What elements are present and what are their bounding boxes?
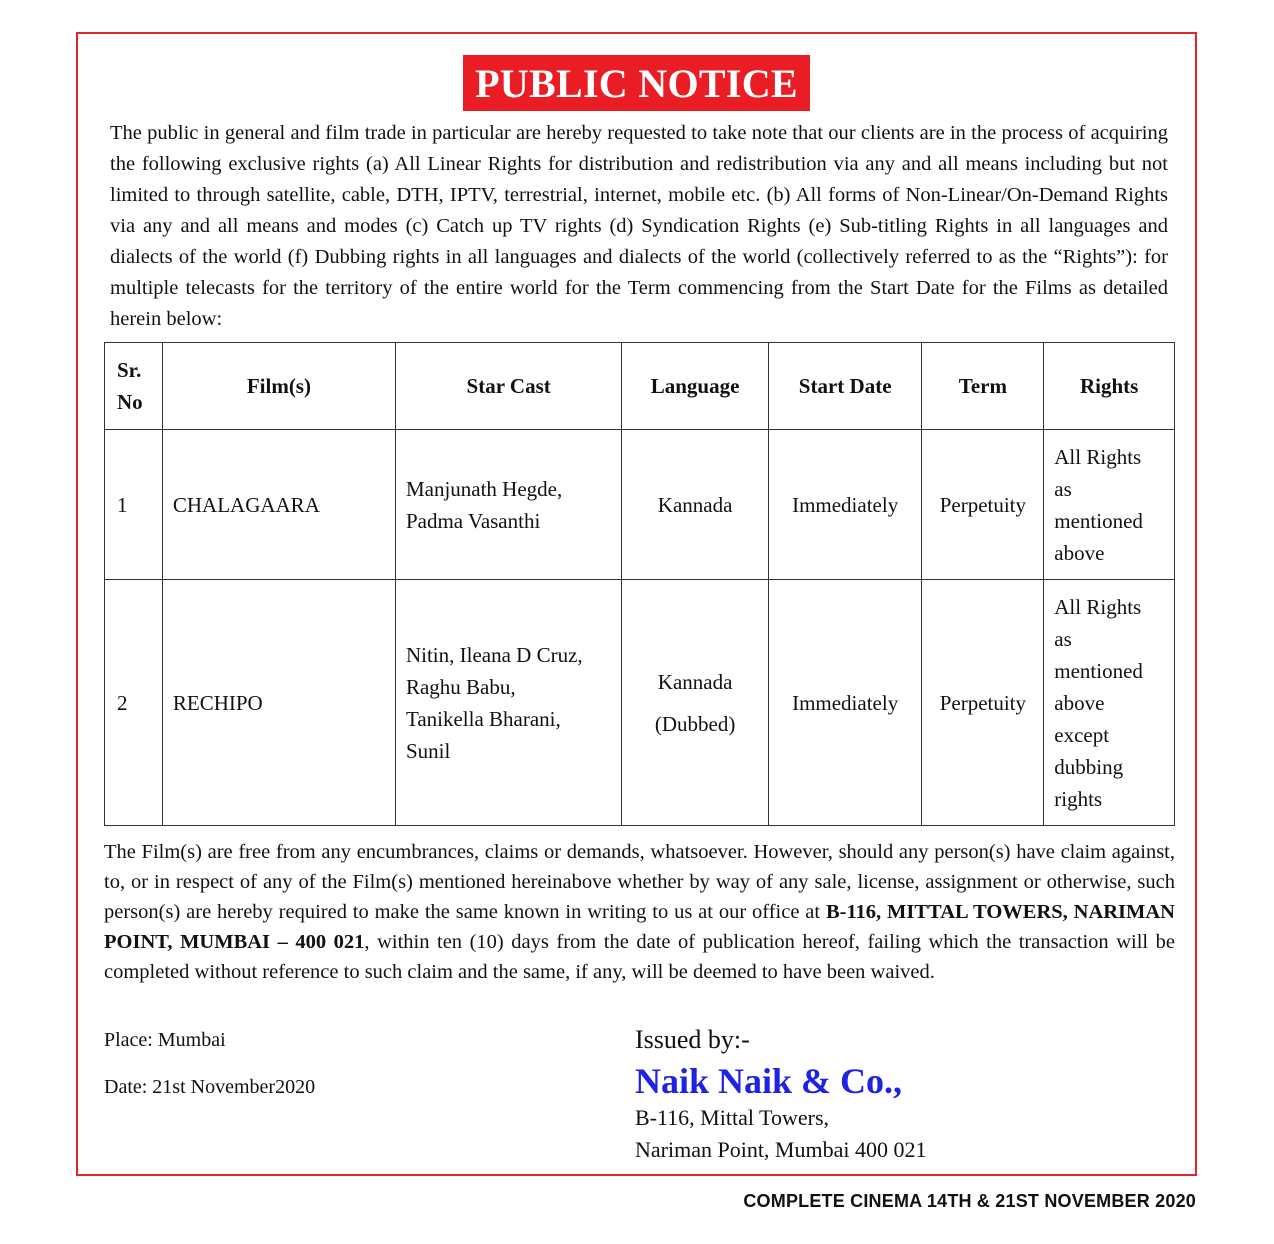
header-start-date: Start Date [768, 343, 922, 430]
outro-text-after: , within ten (10) days from the date of publication hereof, failing which the transaction will be completed without reference to such claim and the same, if any, will be deemed to have been waived. [104, 931, 1175, 983]
table-row [105, 430, 1175, 580]
header-rights: Rights [1044, 343, 1175, 430]
outro-text-before: The Film(s) are free from any encumbrances, claims or demands, whatsoever. However, should any person(s) have claim against, to, or in respect of any of the Film(s) mentioned hereinabove whether by way of any sale, license, assignment or otherwise, such person(s) are hereby required to make the same known in writing to us at our office at [104, 841, 1175, 923]
cast-line: Tanikella Bharani, [405, 706, 561, 731]
header-language: Language [622, 343, 768, 430]
publication-footer: COMPLETE CINEMA 14TH & 21ST NOVEMBER 2020 [743, 1191, 1196, 1211]
language-line: (Dubbed) [654, 711, 736, 736]
rights-line: mentioned [1054, 508, 1143, 533]
language-line: Kannada [657, 669, 733, 694]
office-address: B-116, MITTAL TOWERS, NARIMAN POINT, MUMBAI – 400 021 [104, 901, 1175, 953]
rights-line: except [1054, 722, 1110, 747]
table-row [105, 580, 1175, 826]
outro-paragraph [104, 837, 1175, 987]
cast-line: Padma Vasanthi [405, 508, 541, 533]
cell-star-cast [395, 580, 621, 826]
rights-line: as [1054, 476, 1072, 501]
header-star-cast: Star Cast [395, 343, 621, 430]
date-line: Date: 21st November2020 [104, 1076, 316, 1098]
cell-sr-no: 2 [105, 580, 163, 826]
firm-address-line-1: B-116, Mittal Towers, [635, 1105, 830, 1130]
cell-start-date: Immediately [768, 580, 922, 826]
notice-frame [76, 32, 1197, 1176]
cell-rights [1044, 580, 1175, 826]
films-table [104, 342, 1175, 826]
cell-sr-no: 1 [105, 430, 163, 580]
cell-film: RECHIPO [162, 580, 395, 826]
rights-line: rights [1054, 786, 1103, 811]
rights-line: as [1054, 626, 1072, 651]
rights-line: above [1054, 540, 1105, 565]
header-films: Film(s) [162, 343, 395, 430]
rights-line: All Rights [1054, 594, 1142, 619]
rights-line: All Rights [1054, 444, 1142, 469]
rights-line: mentioned [1054, 658, 1143, 683]
language-line: Kannada [657, 492, 733, 517]
rights-line: dubbing [1054, 754, 1124, 779]
cast-line: Manjunath Hegde, [405, 476, 563, 501]
cell-language [622, 430, 768, 580]
firm-name: Naik Naik & Co., [635, 1061, 903, 1101]
rights-line: above [1054, 690, 1105, 715]
header-sr-no: Sr. No [105, 343, 163, 430]
title-wrap [78, 55, 1195, 111]
notice-title: PUBLIC NOTICE [463, 55, 810, 111]
cast-line: Nitin, Ileana D Cruz, [405, 642, 583, 667]
cell-language [622, 580, 768, 826]
cell-term: Perpetuity [922, 430, 1044, 580]
intro-paragraph: The public in general and film trade in particular are hereby requested to take note that our clients are in the process of acquiring the following exclusive rights (a) All Linear Rights for distribution and redistribution via any and all means including but not limited to through satellite, cable, DTH, IPTV, terrestrial, internet, mobile etc. (b) All forms of Non-Linear/On-Demand Rights via any and all means and modes (c) Catch up TV rights (d) Syndication Rights (e) Sub-titling Rights in all languages and dialects of the world (f) Dubbing rights in all languages and dialects of the world (collectively referred to as the “Rights”): for multiple telecasts for the territory of the entire world for the Term commencing from the Start Date for the Films as detailed herein below: [110, 122, 1168, 330]
cell-rights [1044, 430, 1175, 580]
cell-start-date: Immediately [768, 430, 922, 580]
place-line: Place: Mumbai [104, 1029, 226, 1051]
cast-line: Raghu Babu, [405, 674, 516, 699]
issued-by-label: Issued by:- [635, 1025, 750, 1054]
cell-star-cast [395, 430, 621, 580]
cell-film: CHALAGAARA [162, 430, 395, 580]
cell-term: Perpetuity [922, 580, 1044, 826]
cast-line: Sunil [405, 738, 451, 763]
header-term: Term [922, 343, 1044, 430]
table-header-row [105, 343, 1175, 430]
firm-address-line-2: Nariman Point, Mumbai 400 021 [635, 1137, 927, 1162]
